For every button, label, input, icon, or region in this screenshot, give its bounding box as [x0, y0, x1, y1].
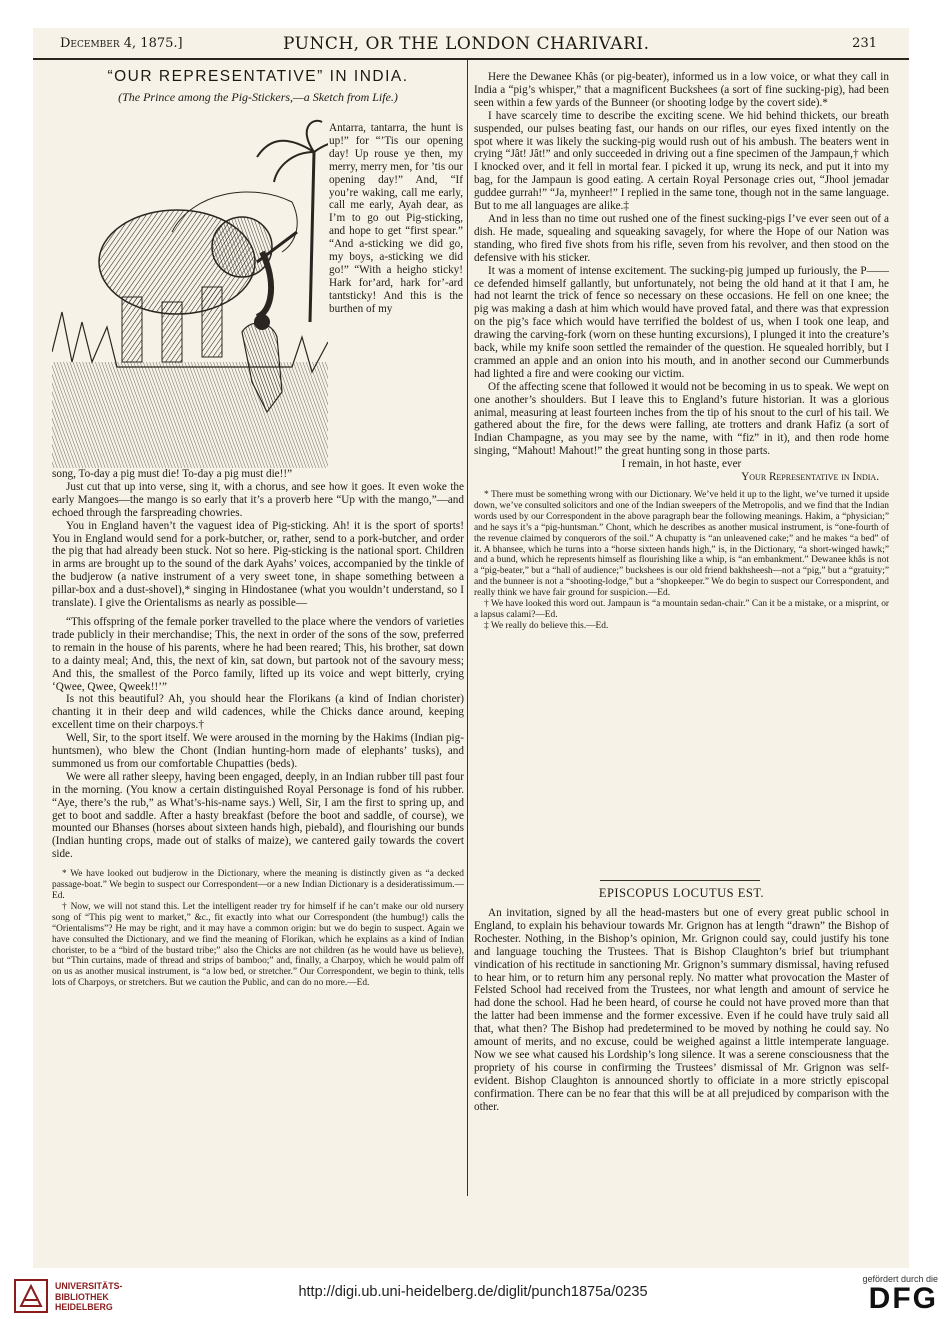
page-number: 231 [852, 36, 877, 51]
article-divider [600, 880, 760, 881]
paragraph: Here the Dewanee Khâs (or pig-beater), informed us in a low voice, or what they call in India a “pig’s whisper,” that a magnificent Buckshees (a sort of fine sucking-pig), had been seen within a few yards of the Bunneer (or shooting lodge by the covert side).* [474, 71, 889, 109]
paragraph: “This offspring of the female porker travelled to the place where the vendors of varieties trade publicly in their merchandise; This, the next in order of the sons of the sow, preferred to remain in the house of his parents, where he had been reared; This, his brother, sat down to a dainty meal; And, this, the next of kin, sat down, but partook not of the savoury mess; And this, the smallest of the Porco family, lifted up its voice and wept bitterly, crying ‘Qwee, Qwee, Qweek!!’” [52, 615, 464, 693]
article-title-2: EPISCOPUS LOCUTUS EST. [598, 886, 765, 900]
paragraph: An invitation, signed by all the head-masters but one of every great public school in England, to explain his behaviour towards Mr. Grignon has at length “drawn” the Bishop of Rochester. Nothing, in the Bishop’s opinion, Mr. Grignon could say, could justify his tone and language touching the Trustees. That is Bishop Claughton’s brief but triumphant vindication of his rectitude in sanctioning Mr. Grignon’s summary dismissal, having refused to hear him, or to return him any personal reply. No matter what provocation the Master of Felsted School had received from the Trustees, nor what length and amount of service he had done the school. Had he been heard, of course he could not have proved more than that the latter had been immense and the former excessive. Even if he could have truly said all that, what then? The Bishop had predetermined to be moved by nothing he could say. No amount of merits, and no excuse, could be weighed against a little intemperate language. Now we see what caused his Lordship’s long silence. It was a serene consciousness that the propriety of his course in confirming the Trustees’ dismissal of Mr. Grignon was self-evident. Bishop Claughton is announced shortly to officiate in a more strictly episcopal confirmation. There can be no fear that this will be at all prejudiced by comparison with the other. [474, 907, 889, 1113]
source-url[interactable]: http://digi.ub.uni-heidelberg.de/diglit/punch1875a/0235 [298, 1284, 648, 1300]
footnotes-left [52, 869, 464, 989]
paragraph: We were all rather sleepy, having been engaged, deeply, in an Indian rubber till past four in the morning. (You know a certain distinguished Royal Personage is fond of his rubber. “Aye, there’s the rub,” as What’s-his-name says.) Well, Sir, I am the first to spring up, and get to boot and saddle. After a hasty breakfast (before the boot and saddle, of course), we mounted our Bhanses (horses about sixteen hands high, piebald), and flourishing our bunds (Indian hunting crops, made out of stalks of maize), we cantered gaily towards the covert side. [52, 770, 464, 861]
library-line: BIBLIOTHEK [55, 1291, 109, 1302]
signature: Your Representative in India. [741, 471, 879, 484]
paragraph: Well, Sir, to the sport itself. We were aroused in the morning by the Hakims (Indian pig-huntsmen), who blew the Chont (Indian hunting-horn made of elephants’ tusks), and summoned us from our comfortable Chupatties (beds). [52, 732, 464, 770]
column-rule [467, 60, 468, 1196]
footnote: † We have looked this word out. Jampaun is “a mountain sedan-chair.” Can it be a mistake, or a misprint, or a lapsus calami?—Ed. [474, 599, 889, 620]
funder-caption: gefördert durch die [862, 1274, 938, 1284]
footnote: ‡ We really do believe this.—Ed. [484, 620, 609, 631]
paragraph: Just cut that up into verse, sing it, with a chorus, and see how it goes. It even woke the early Mangoes—the mango is so early that it’s a proverb here “Up with the mango,”—and echoed through the farspreading chowries. [52, 480, 464, 519]
footer [0, 1268, 946, 1323]
article-2-body [474, 907, 889, 1114]
article-left-column [52, 468, 464, 989]
masthead [33, 34, 909, 60]
footnotes-right [474, 490, 889, 632]
paragraph: Of the affecting scene that followed it would not be becoming in us to speak. We wept on one another’s shoulders. But I leave this to England’s future historian. It was a glorious animal, measuring at least fourteen inches from the tip of his snout to the curl of his tail. We gathered about the fire, for the dews were falling, ate trotters and drank Hafiz (a sort of Indian Champagne, as you may see by the name, with “fiz” in it), and then rode home singing, “Mahout! Mahout!” the great hunting song in those parts. [474, 380, 889, 458]
library-line: HEIDELBERG [55, 1302, 113, 1312]
footnote: * There must be something wrong with our Dictionary. We’ve held it up to the light, we’ve turned it upside down, we’ve consulted solicitors and one of the Indian sweepers of the Metropolis, and we find that the Indian words used by our Correspondent in the above paragraph bear the following meanings. Hakim, a “physician;” and he says it’s a “pig-huntsman.” Chont, which he describes as another musical instrument, is “one-fourth of the revenue claimed by conquerors of the soil.” A chupatty is “an unleavened cake;” and he makes “a bed” of it. A bhansee, which he turns into a “horse sixteen hands high,” is, in the Dictionary, “a short-winged hawk;” and a bund, which he represents himself as flourishing like a whip, is “an embankment.” Dewanee khâs is not a “pig-beater,” but a “hall of audience;” buckshees is our old friend bakhsheesh—not a “pig,” but a “gratuity;” and the bunneer is not a “shooting-lodge,” but a “shopkeeper.” We do begin to suspect our Correspondent, and really think we have fair ground for suspicion.—Ed. [474, 490, 889, 599]
paragraph: You in England haven’t the vaguest idea of Pig-sticking. Ah! it is the sport of sports! You in England would send for a pork-butcher, or, rather, send to a pork-butcher, and order the pig that had already been stuck. Not so here. Pig-sticking is the national sport. Children in arms are brought up to the sound of the dark Ayahs’ voices, accompanied by the tinkle of the budjerow (a native instrument of a very sweet tone, in shape something between a pillar-box and a dust-shovel),* singing in Hindostanee (what you wouldn’t understand, so I translate). I give the Orientalisms as nearly as possible— [52, 519, 464, 610]
article-title: “OUR REPRESENTATIVE” IN INDIA. [107, 68, 409, 85]
paragraph: Is not this beautiful? Ah, you should hear the Florikans (a kind of Indian chorister) chanting it in their deep and wild cadences, while the Chicks dance around, keeping excellent time on their charpoys.† [52, 693, 464, 732]
article-right-column [474, 71, 889, 632]
paragraph: song, To-day a pig must die! To-day a pig must die!!” [52, 468, 293, 480]
closing-line: I remain, in hot haste, ever [621, 458, 742, 471]
funder-name: DFG [868, 1282, 938, 1315]
masthead-title: PUNCH, OR THE LONDON CHARIVARI. [283, 34, 650, 54]
footnote: * We have looked out budjerow in the Dictionary, where the meaning is distinctly given as “a decked passage-boat.” We begin to suspect our Correspondent—or a new Indian Dictionary is a desideratissimum.—Ed. [52, 869, 464, 901]
masthead-date: December 4, 1875.] [60, 36, 183, 51]
library-line: UNIVERSITÄTS- [55, 1281, 123, 1291]
paragraph: It was a moment of intense excitement. The sucking-pig jumped up furiously, the P——ce defended himself gallantly, but unfortunately, not being the old hand at it that I am, he had not learnt the trick of fence so necessary on these occasions. He fell on one knee; the pig was making a dash at him which would have proved fatal, and there was that expression on the pig’s face which would have terrified the boldest of us, when I took one leap, and drawing the carving-fork (worn on these hunting excursions), I plunged it into the creature’s back, while my knife soon settled the remainder of the question. He squealed horribly, but I crammed an apple and an onion into his mouth, and in another second our Cummerbunds had lighted a fire and were cooking our victim. [474, 264, 889, 380]
dfg-logo[interactable] [838, 1274, 938, 1314]
paragraph: And in less than no time out rushed one of the finest sucking-pigs I’ve ever seen out of a dish. He made, squealing and squeaking savagely, for where the Hope of our Nation was standing, who fired five shots from his rifle, seven from his revolver, and then stood on the defensive with his sticker. [474, 212, 889, 264]
paragraph: I have scarcely time to describe the exciting scene. We hid behind thickets, our breath suspended, our pulses beating fast, our hands on our rifles, our eyes fixed intently on the spot where it was likely the sucking-pig would rush out of his ambush. The beaters went in crying “Jât! Jât!” and only succeeded in driving out a fine specimen of the Jampaun,† which I knocked over, and it fell in mortal fear. I picked it up, wrung its neck, and put it into my bag, for the Jampaun is good eating. A certain Royal Personage cries out, “Jhool jemadar guddee gurrah!” “Ja, mynheer!” I replied in the same tone, though not in the same language. But to me all languages are alike.‡ [474, 109, 889, 213]
opening-verse: Antarra, tantarra, the hunt is up!” for “’Tis our opening day! Up rouse ye then, my merry, merry men, for ’tis our opening day!” And, “If you’re waking, call me early, call me early, Ayah dear, as I’m to go out Pig-sticking, and hope to get “first spear.” “And a-sticking we did go, my boys, a-sticking we did go!” “With a heigho sticky! Hark for’ard, hark for’-ard tantsticky! And this is the burthen of my [329, 122, 463, 315]
article-subtitle: (The Prince among the Pig-Stickers,—a Sketch from Life.) [118, 90, 398, 104]
elephant-hunt-illustration [52, 112, 328, 468]
footnote: † Now, we will not stand this. Let the intelligent reader try for himself if he can’t make our old nursery song of “This pig went to market,” &c., fit exactly into what our Correspondent (the humbug!) calls the “Orientalisms”? He may be right, and it may have a common origin: but we do begin to suspect. Again we have consulted the Dictionary, and we find the meaning of Florikan, which he explains as a kind of Indian chorister, to be a “bird of the bustard tribe;” also the Chicks are not children (as he would have us believe), but “Thin curtains, made of thread and strips of bamboo;” and, finally, a Charpoy, which he would palm off on us as another musical instrument, is “a low bed, or stretcher.” Our Correspondent, we begin to think, tells lots of Charpoys, or stretchers. But we caution the Public, and can do no more.—Ed. [52, 901, 464, 989]
